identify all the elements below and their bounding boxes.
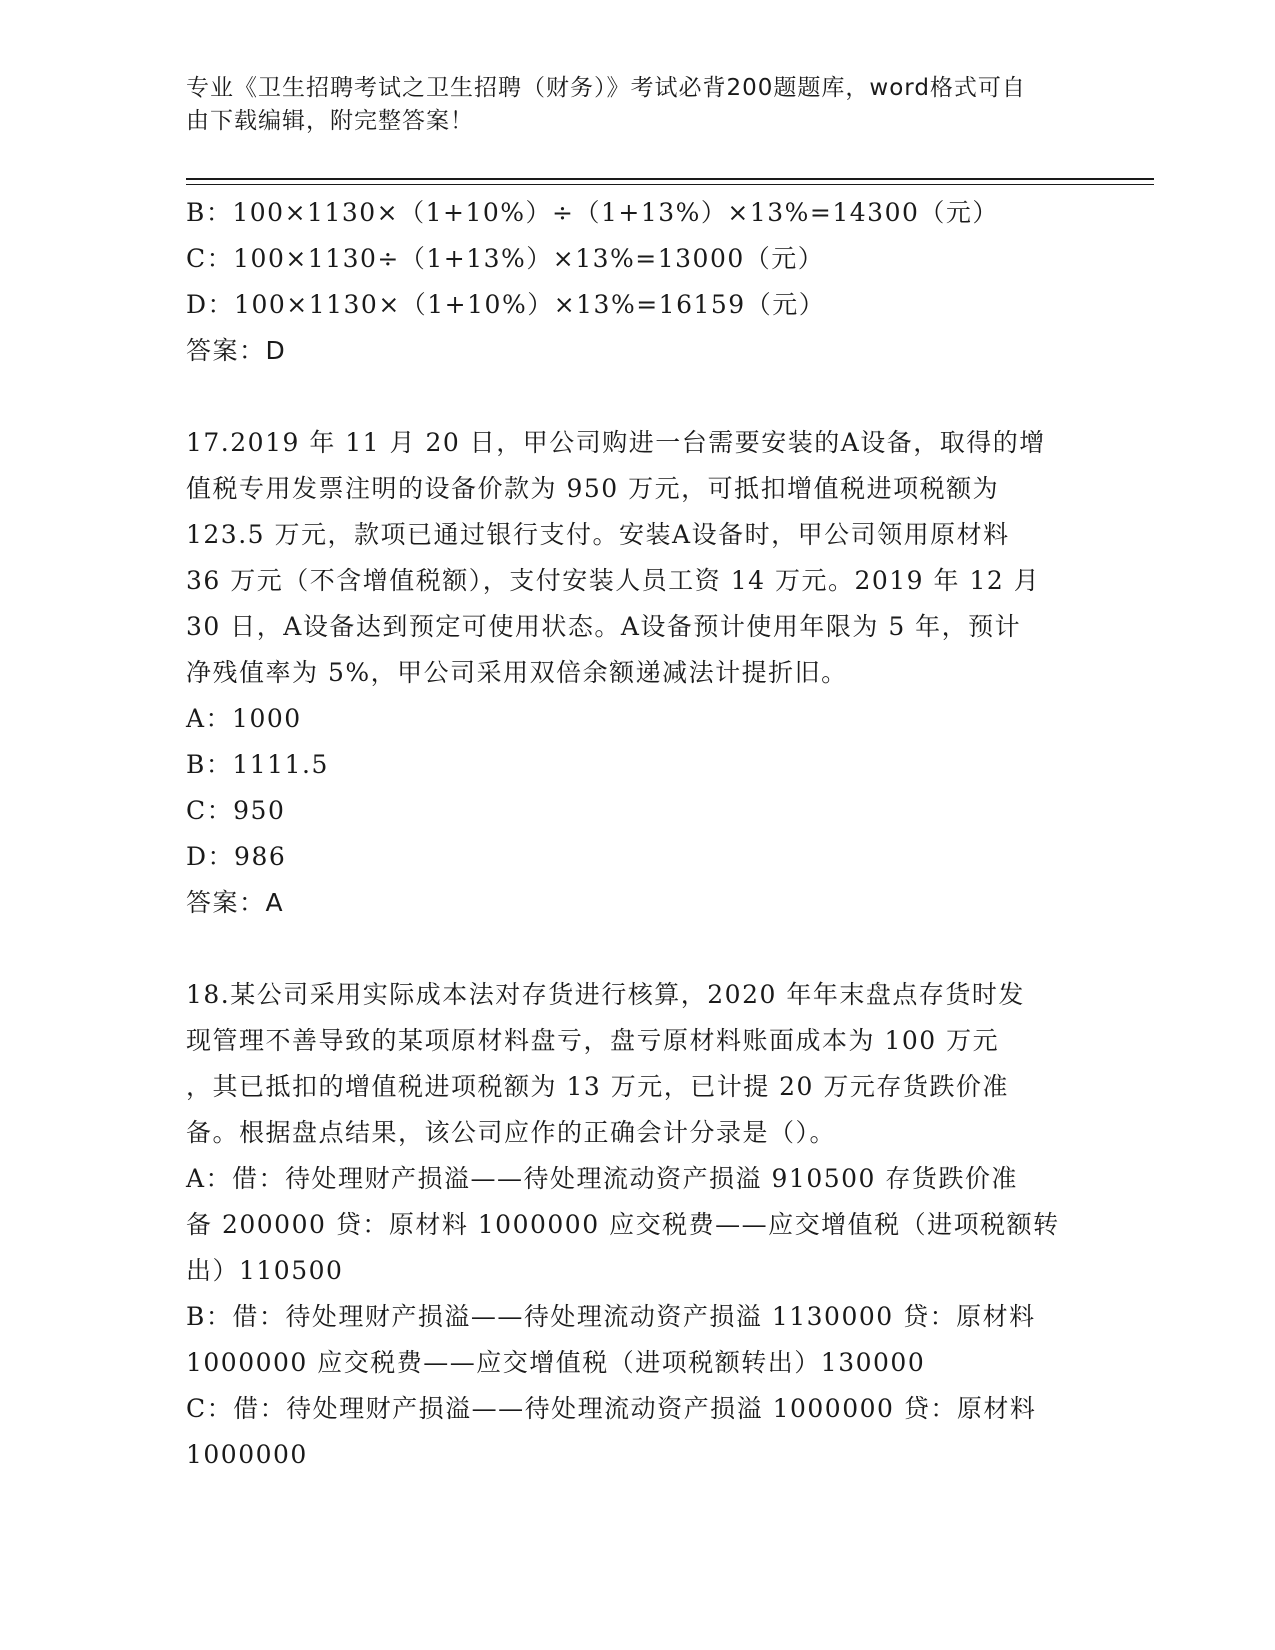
option-b-line: 1000000 应交税费——应交增值税（进项税额转出）130000 <box>186 1348 926 1377</box>
option-c-line: C：借：待处理财产损溢——待处理流动资产损溢 1000000 贷：原材料 <box>186 1394 1037 1423</box>
question-text-line: 30 日，A设备达到预定可使用状态。A设备预计使用年限为 5 年，预计 <box>186 612 1022 641</box>
option-b: B：100×1130×（1+10%）÷（1+13%）×13%=14300（元） <box>186 198 999 227</box>
option-c-line: 1000000 <box>186 1440 308 1469</box>
document-header <box>186 72 1066 138</box>
option-c: C：100×1130÷（1+13%）×13%=13000（元） <box>186 244 825 273</box>
option-a-line: 备 200000 贷：原材料 1000000 应交税费——应交增值税（进项税额转 <box>186 1210 1060 1239</box>
header-rule-thin <box>186 184 1154 185</box>
answer-line: 答案：D <box>186 336 287 365</box>
option-c: C：950 <box>186 796 286 825</box>
document-body <box>186 190 1086 1478</box>
option-a-line: 出）110500 <box>186 1256 344 1285</box>
question-text-line: 123.5 万元，款项已通过银行支付。安装A设备时，甲公司领用原材料 <box>186 520 1010 549</box>
option-d: D：100×1130×（1+10%）×13%=16159（元） <box>186 290 826 319</box>
question-text-line: 17.2019 年 11 月 20 日，甲公司购进一台需要安装的A设备，取得的增 <box>186 428 1046 457</box>
option-b: B：1111.5 <box>186 750 329 779</box>
question-text-line: 备。根据盘点结果，该公司应作的正确会计分录是（）。 <box>186 1118 837 1147</box>
question-16 <box>186 190 1086 374</box>
question-17 <box>186 420 1086 926</box>
question-18 <box>186 972 1086 1478</box>
header-rule-thick <box>186 178 1154 180</box>
question-text-line: 净残值率为 5%，甲公司采用双倍余额递减法计提折旧。 <box>186 658 848 687</box>
question-text-line: ，其已抵扣的增值税进项税额为 13 万元，已计提 20 万元存货跌价准 <box>186 1072 1009 1101</box>
header-line-2: 由下载编辑，附完整答案！ <box>186 108 474 134</box>
question-text-line: 18.某公司采用实际成本法对存货进行核算，2020 年年末盘点存货时发 <box>186 980 1025 1009</box>
option-d: D：986 <box>186 842 287 871</box>
header-line-1: 专业《卫生招聘考试之卫生招聘（财务）》考试必背200题题库，word格式可自 <box>186 75 1026 101</box>
question-text-line: 值税专用发票注明的设备价款为 950 万元，可抵扣增值税进项税额为 <box>186 474 1000 503</box>
answer-line: 答案：A <box>186 888 285 917</box>
question-text-line: 现管理不善导致的某项原材料盘亏，盘亏原材料账面成本为 100 万元 <box>186 1026 1000 1055</box>
question-text-line: 36 万元（不含增值税额），支付安装人员工资 14 万元。2019 年 12 月 <box>186 566 1041 595</box>
spacer <box>186 926 1086 972</box>
option-a: A：1000 <box>186 704 302 733</box>
option-b-line: B：借：待处理财产损溢——待处理流动资产损溢 1130000 贷：原材料 <box>186 1302 1036 1331</box>
spacer <box>186 374 1086 420</box>
option-a-line: A：借：待处理财产损溢——待处理流动资产损溢 910500 存货跌价准 <box>186 1164 1018 1193</box>
